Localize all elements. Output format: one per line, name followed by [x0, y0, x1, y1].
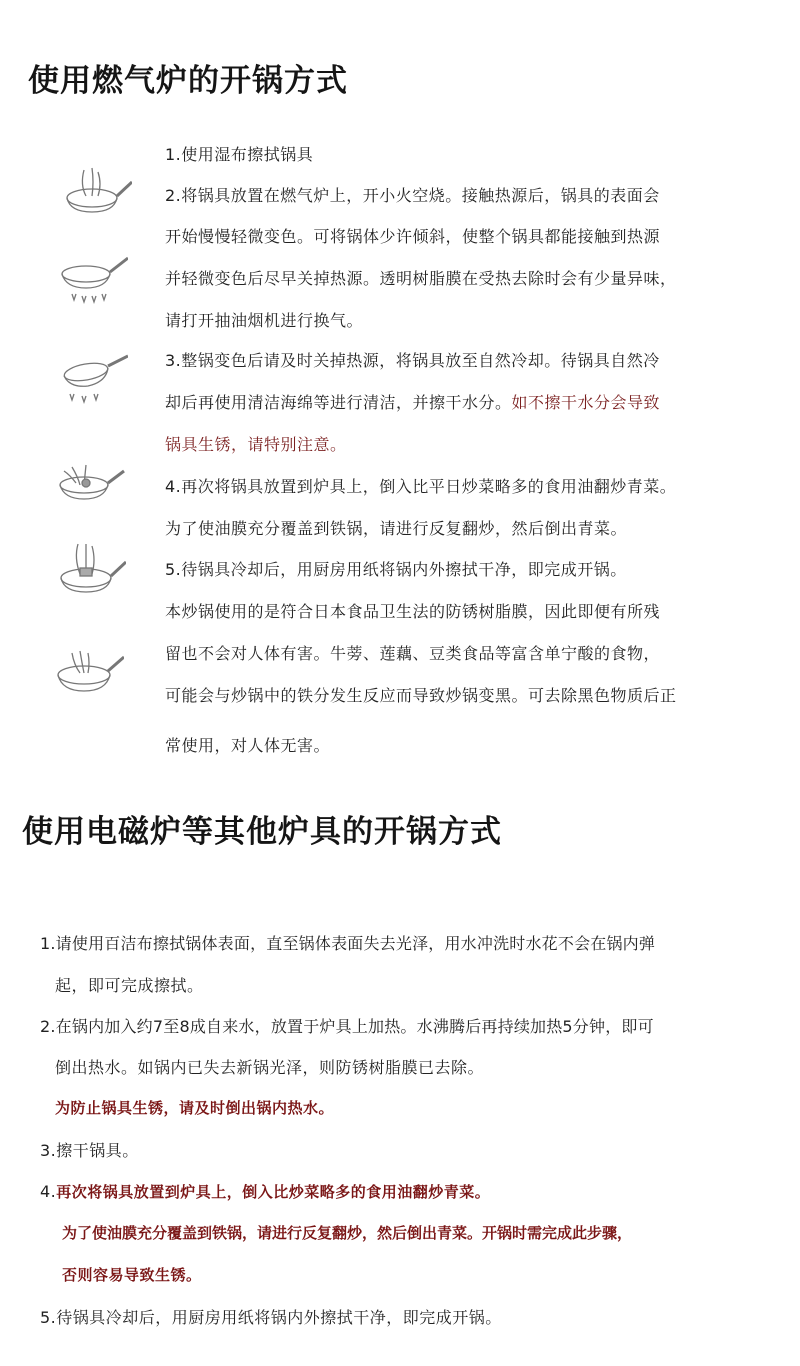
s2-line-2: 起，即可完成擦拭。 [55, 976, 204, 995]
s1-line-9: 4.再次将锅具放置到炉具上，倒入比平日炒菜略多的食用油翻炒青菜。 [165, 477, 677, 496]
s2-line-3: 2.在锅内加入约7至8成自来水，放置于炉具上加热。水沸腾后再持续加热5分钟，即可 [40, 1017, 654, 1036]
wiping-pan-icon [62, 160, 132, 220]
s1-line-12: 本炒锅使用的是符合日本食品卫生法的防锈树脂膜，因此即便有所残 [165, 602, 661, 621]
s2-step4-text: 再次将锅具放置到炉具上，倒入比炒菜略多的食用油翻炒青菜。 [56, 1183, 491, 1201]
hand-wipe-icon [54, 645, 124, 705]
s1-line-6: 3.整锅变色后请及时关掉热源，将锅具放至自然冷却。待锅具自然冷 [165, 351, 660, 370]
stir-fry-icon [56, 455, 126, 515]
s2-line-7 [40, 1181, 490, 1202]
tilting-pan-icon [58, 350, 128, 410]
s2-line-11: 5.待锅具冷却后，用厨房用纸将锅内外擦拭干净，即完成开锅。 [40, 1308, 502, 1327]
s1-line-5: 请打开抽油烟机进行换气。 [165, 311, 364, 330]
s1-line-2: 2.将锅具放置在燃气炉上，开小火空烧。接触热源后，锅具的表面会 [165, 186, 660, 205]
s1-line-3: 开始慢慢轻微变色。可将锅体少许倾斜，使整个锅具都能接触到热源 [165, 227, 661, 246]
s2-warning: 为防止锅具生锈，请及时倒出锅内热水。 [55, 1099, 335, 1117]
section1-title: 使用燃气炉的开锅方式 [28, 63, 348, 99]
paper-wipe-icon [56, 540, 126, 600]
s1-line-1: 1.使用湿布擦拭锅具 [165, 145, 314, 164]
s2-step4-number: 4. [40, 1182, 57, 1201]
s1-line-7 [165, 390, 660, 413]
s2-step4-line2: 为了使油膜充分覆盖到铁锅，请进行反复翻炒，然后倒出青菜。开锅时需完成此步骤， [62, 1224, 633, 1242]
s1-warning-part2: 锅具生锈，请特别注意。 [165, 435, 347, 454]
s1-line-4: 并轻微变色后尽早关掉热源。透明树脂膜在受热去除时会有少量异味， [165, 269, 677, 288]
s1-line-13: 留也不会对人体有害。牛蒡、莲藕、豆类食品等富含单宁酸的食物， [165, 644, 661, 663]
s1-line-14: 可能会与炒锅中的铁分发生反应而导致炒锅变黑。可去除黑色物质后正 [165, 686, 677, 705]
heating-pan-icon [58, 250, 128, 310]
section2-title: 使用电磁炉等其他炉具的开锅方式 [22, 814, 502, 850]
s1-warning-part1: 如不擦干水分会导致 [511, 393, 661, 412]
s2-line-4: 倒出热水。如锅内已失去新锅光泽，则防锈树脂膜已去除。 [55, 1058, 485, 1077]
s1-line-7-text: 却后再使用清洁海绵等进行清洁，并擦干水分。 [165, 393, 512, 412]
s1-line-11: 5.待锅具冷却后，用厨房用纸将锅内外擦拭干净，即完成开锅。 [165, 560, 627, 579]
s2-line-6: 3.擦干锅具。 [40, 1141, 139, 1160]
s2-line-1: 1.请使用百洁布擦拭锅体表面，直至锅体表面失去光泽，用水冲洗时水花不会在锅内弹 [40, 934, 656, 953]
s2-step4-line3: 否则容易导致生锈。 [62, 1266, 202, 1284]
s1-line-10: 为了使油膜充分覆盖到铁锅，请进行反复翻炒，然后倒出青菜。 [165, 519, 628, 538]
s1-line-15: 常使用，对人体无害。 [165, 736, 331, 755]
